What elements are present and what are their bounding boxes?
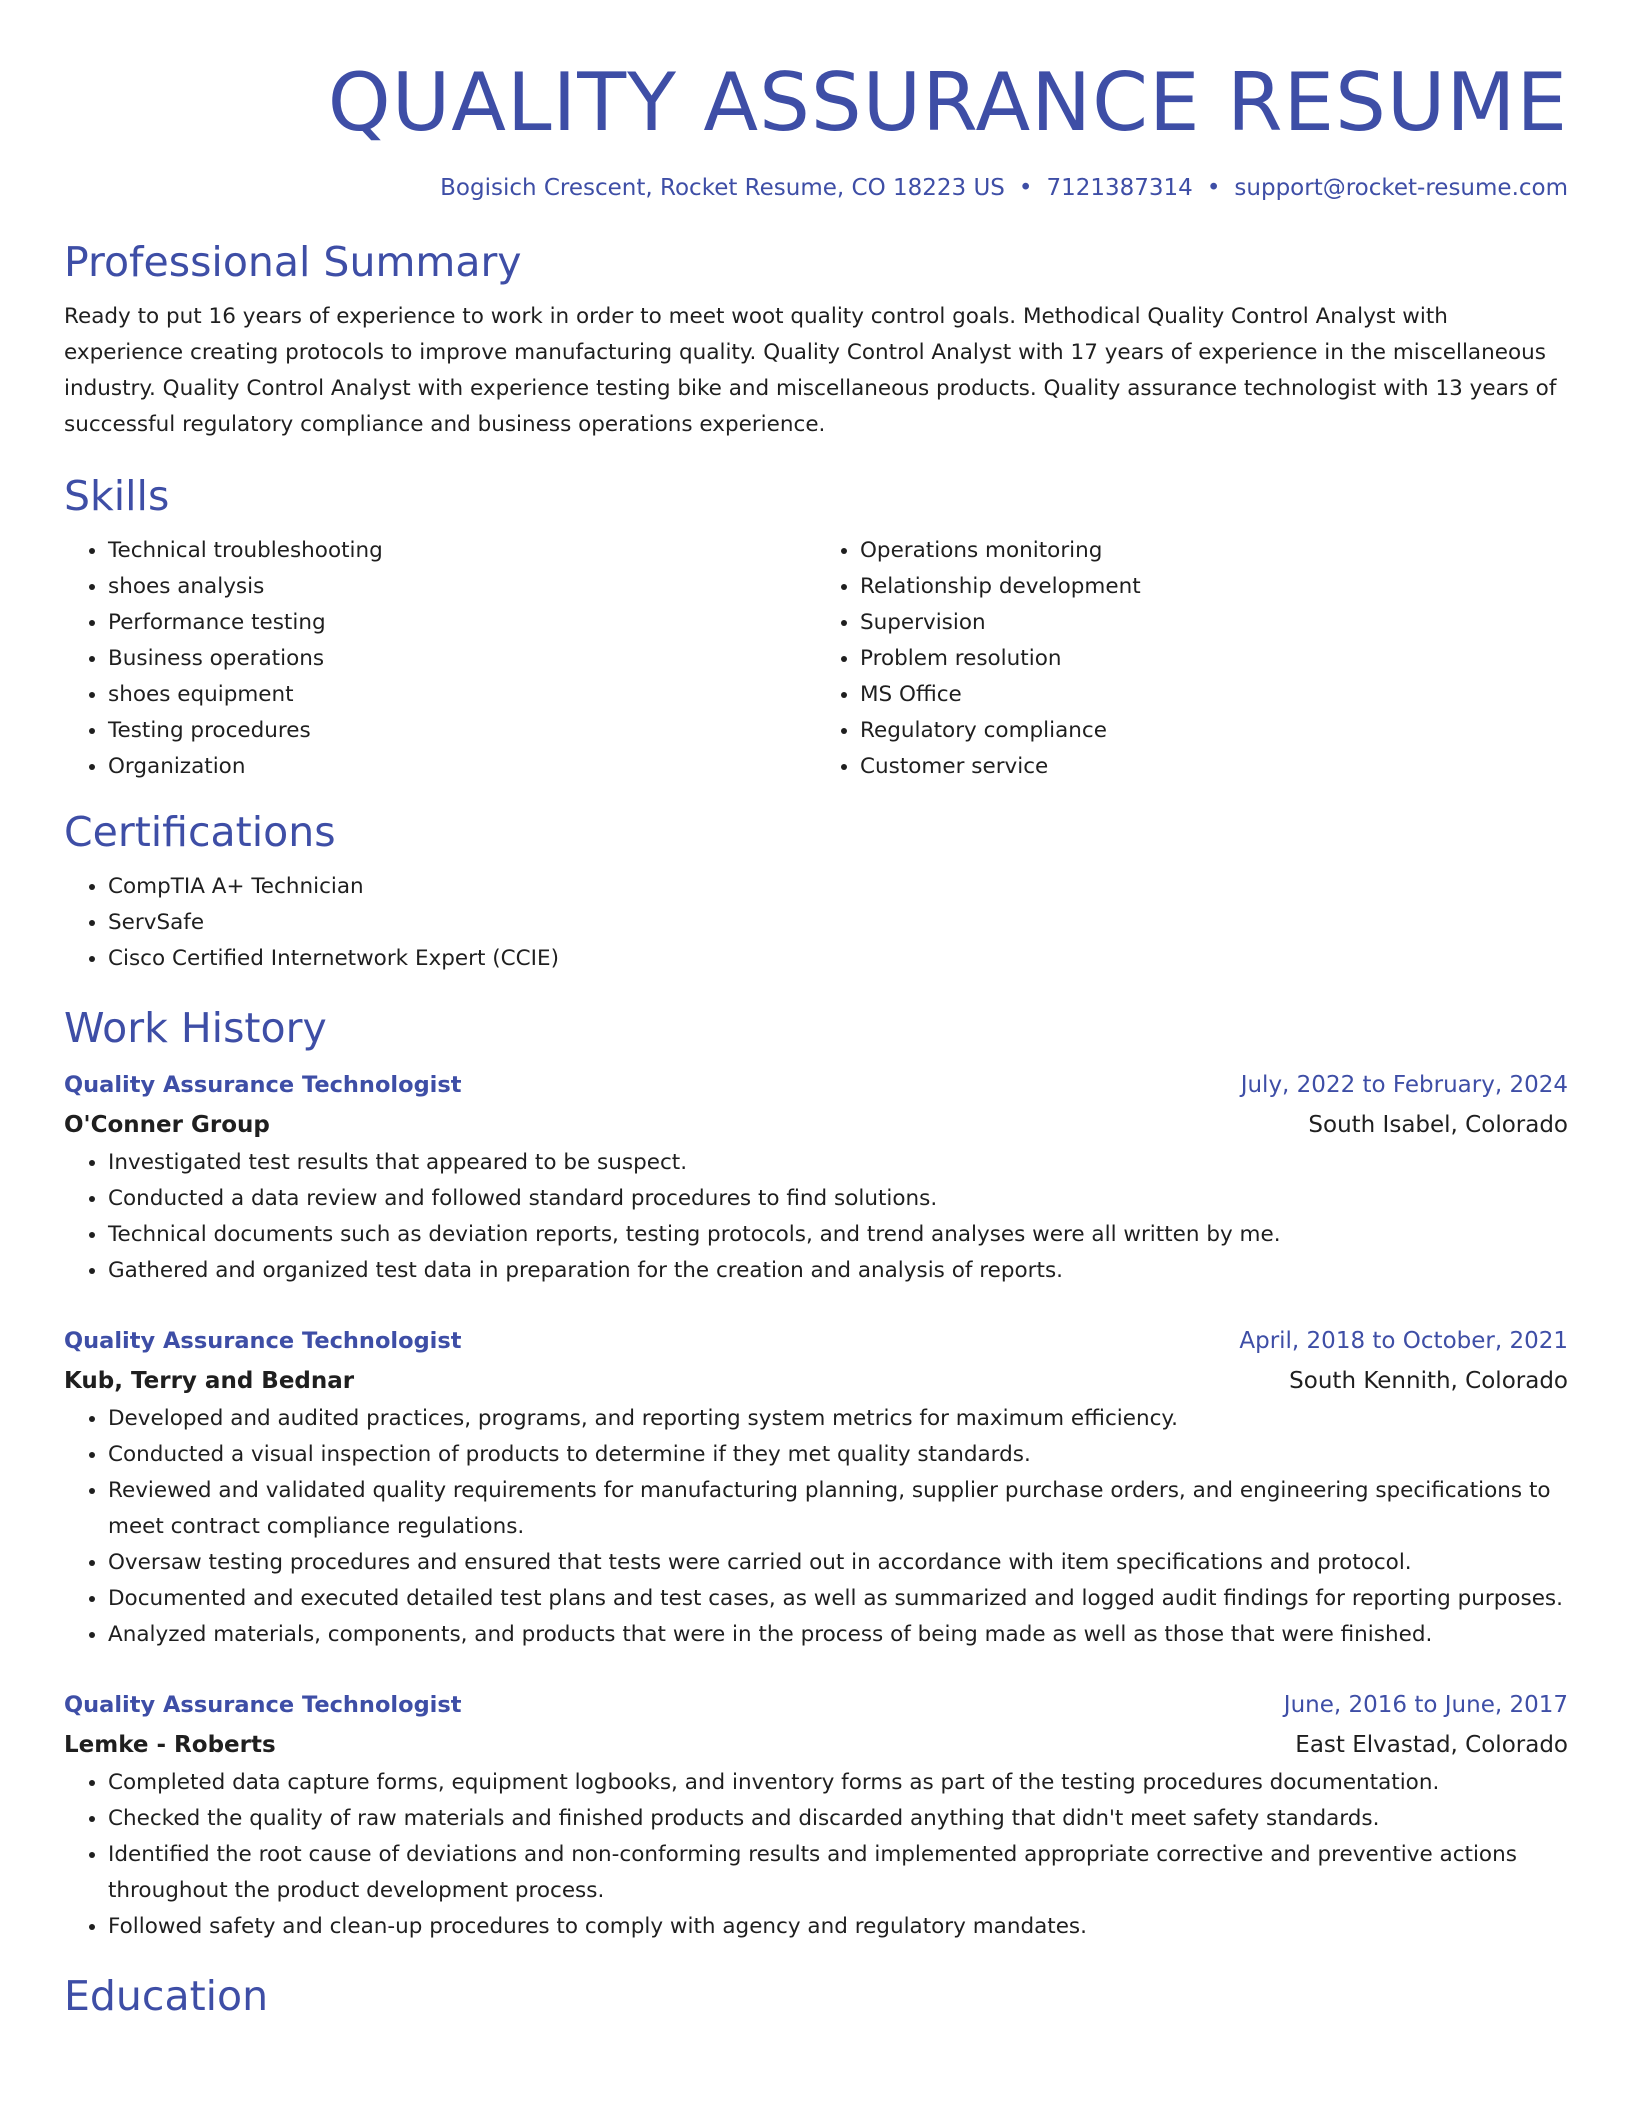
summary-text: Ready to put 16 years of experience to work in order to meet woot quality control goals. Methodical Quality Control Analyst with experience creating protocols to improve manufacturing quality. Quality Control Analyst with 17 years of experience in the miscellaneous industry. Quality Control Analyst with experience testing bike and miscellaneous products. Quality assurance technologist with 13 years of successful regulatory compliance and business operations experience.: [64, 304, 1557, 437]
job-subheader: [64, 1361, 1568, 1401]
job-entry: [64, 1065, 1568, 1289]
resume-title: QUALITY ASSURANCE RESUME: [327, 56, 1568, 149]
job-bullet: • Investigated test results that appeared to be suspect.: [108, 1145, 1568, 1181]
contact-separator: •: [1206, 175, 1221, 201]
certifications-section: [64, 807, 1568, 977]
job-subheader: [64, 1105, 1568, 1145]
certification-item: • CompTIA A+ Technician: [108, 869, 1568, 905]
skills-grid: [64, 533, 1568, 785]
job-location: South Isabel, Colorado: [1308, 1112, 1568, 1138]
skill-item: • Business operations: [108, 641, 816, 677]
job-bullets: [64, 1145, 1568, 1289]
job-header: [64, 1065, 1568, 1105]
job-dates: April, 2018 to October, 2021: [1239, 1328, 1568, 1354]
work-history-heading: Work History: [64, 1004, 327, 1052]
job-company: O'Conner Group: [64, 1112, 270, 1138]
summary-heading: Professional Summary: [64, 238, 522, 286]
skills-list-left: [64, 533, 816, 785]
contact-email[interactable]: support@rocket-resume.com: [1234, 175, 1568, 201]
job-bullet: • Followed safety and clean-up procedures to comply with agency and regulatory mandates.: [108, 1909, 1568, 1945]
summary-section: [64, 237, 1568, 443]
job-title: Quality Assurance Technologist: [64, 1692, 462, 1718]
contact-separator: •: [1018, 175, 1033, 201]
skill-item: • Organization: [108, 749, 816, 785]
contact-line: [64, 173, 1568, 203]
job-location: South Kennith, Colorado: [1289, 1368, 1568, 1394]
skills-heading: Skills: [64, 472, 170, 520]
job-bullet: • Oversaw testing procedures and ensured that tests were carried out in accordance with item specifications and protocol.: [108, 1545, 1568, 1581]
job-company: Kub, Terry and Bednar: [64, 1368, 355, 1394]
job-bullet: • Documented and executed detailed test plans and test cases, as well as summarized and logged audit findings for reporting purposes.: [108, 1581, 1568, 1617]
resume-header: [64, 55, 1568, 203]
job-bullet: • Developed and audited practices, programs, and reporting system metrics for maximum efficiency.: [108, 1401, 1568, 1437]
job-bullets: [64, 1401, 1568, 1653]
job-bullet: • Analyzed materials, components, and products that were in the process of being made as well as those that were finished.: [108, 1617, 1568, 1653]
job-subheader: [64, 1725, 1568, 1765]
job-location: East Elvastad, Colorado: [1295, 1732, 1568, 1758]
job-bullets: [64, 1765, 1568, 1945]
certifications-heading: Certifications: [64, 808, 336, 856]
skill-item: • shoes analysis: [108, 569, 816, 605]
skills-list-right: [816, 533, 1568, 785]
certification-item: • Cisco Certified Internetwork Expert (CCIE): [108, 941, 1568, 977]
skill-item: • Customer service: [860, 749, 1568, 785]
job-bullet: • Completed data capture forms, equipment logbooks, and inventory forms as part of the testing procedures documentation.: [108, 1765, 1568, 1801]
job-company: Lemke - Roberts: [64, 1732, 276, 1758]
certifications-list: [64, 869, 1568, 977]
job-dates: July, 2022 to February, 2024: [1240, 1072, 1568, 1098]
job-bullet: • Technical documents such as deviation reports, testing protocols, and trend analyses were all written by me.: [108, 1217, 1568, 1253]
certification-item: • ServSafe: [108, 905, 1568, 941]
skill-item: • Regulatory compliance: [860, 713, 1568, 749]
skill-item: • Operations monitoring: [860, 533, 1568, 569]
skill-item: • Supervision: [860, 605, 1568, 641]
job-header: [64, 1685, 1568, 1725]
work-history-section: [64, 1003, 1568, 1945]
job-header: [64, 1321, 1568, 1361]
skills-section: [64, 471, 1568, 785]
contact-phone: 7121387314: [1046, 175, 1193, 201]
job-entry: [64, 1321, 1568, 1653]
skill-item: • Performance testing: [108, 605, 816, 641]
job-bullet: • Conducted a data review and followed standard procedures to find solutions.: [108, 1181, 1568, 1217]
job-bullet: • Identified the root cause of deviations and non-conforming results and implemented appropriate corrective and preventive actions throughout the product development process.: [108, 1837, 1568, 1909]
job-title: Quality Assurance Technologist: [64, 1072, 462, 1098]
skill-item: • Relationship development: [860, 569, 1568, 605]
job-dates: June, 2016 to June, 2017: [1283, 1692, 1568, 1718]
job-bullet: • Reviewed and validated quality requirements for manufacturing planning, supplier purchase orders, and engineering specifications to meet contract compliance regulations.: [108, 1473, 1568, 1545]
skill-item: • MS Office: [860, 677, 1568, 713]
skill-item: • Technical troubleshooting: [108, 533, 816, 569]
job-bullet: • Gathered and organized test data in preparation for the creation and analysis of reports.: [108, 1253, 1568, 1289]
job-entry: [64, 1685, 1568, 1945]
skill-item: • Problem resolution: [860, 641, 1568, 677]
skill-item: • shoes equipment: [108, 677, 816, 713]
education-section: [64, 1971, 1568, 2021]
skill-item: • Testing procedures: [108, 713, 816, 749]
education-heading: Education: [64, 1972, 269, 2020]
job-title: Quality Assurance Technologist: [64, 1328, 462, 1354]
job-bullet: • Conducted a visual inspection of products to determine if they met quality standards.: [108, 1437, 1568, 1473]
contact-address: Bogisich Crescent, Rocket Resume, CO 18223 US: [440, 175, 1005, 201]
job-bullet: • Checked the quality of raw materials and finished products and discarded anything that didn't meet safety standards.: [108, 1801, 1568, 1837]
